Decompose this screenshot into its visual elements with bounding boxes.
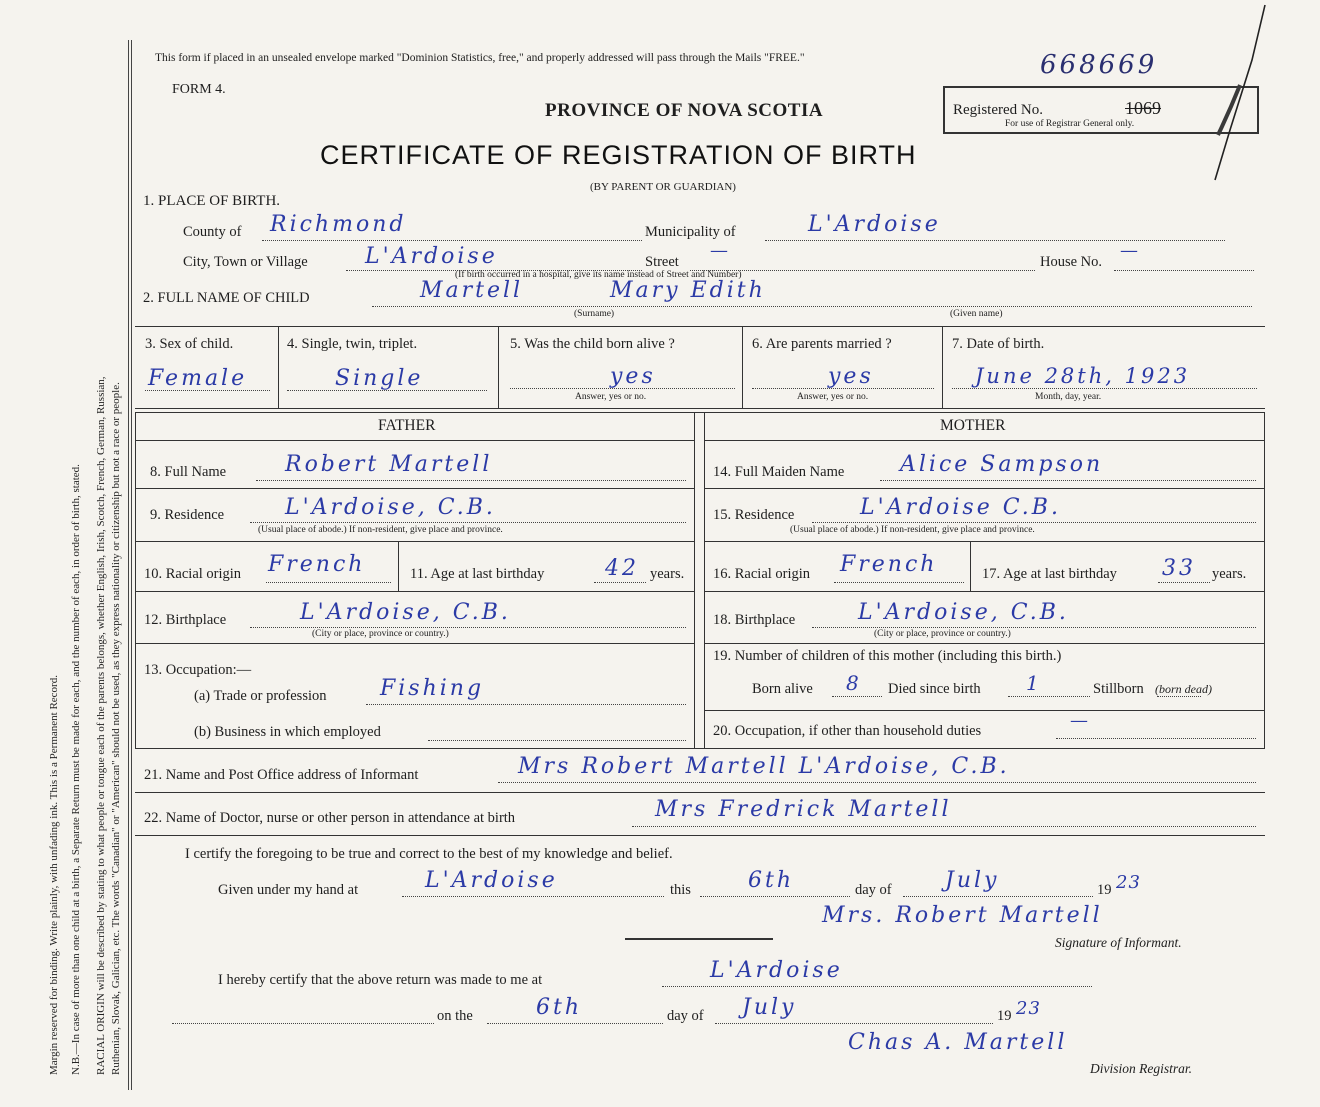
father-birthplace: L'Ardoise, C.B. [300, 600, 511, 625]
county-line [262, 240, 642, 241]
registrar-place-line [662, 986, 1092, 987]
form-number: FORM 4. [172, 82, 226, 97]
street-value: — [710, 240, 731, 261]
given-place-line [402, 896, 664, 897]
mother-birthplace-line [812, 627, 1256, 628]
father-right-border [694, 412, 695, 748]
mother-age-line [1158, 582, 1210, 583]
municipality-line [765, 240, 1225, 241]
registered-label: Registered No. [953, 102, 1043, 118]
father-race-line [266, 582, 391, 583]
plurality-line [287, 390, 487, 391]
certify-day: 6th [748, 868, 795, 893]
margin-binding-note: Margin reserved for binding. Write plainly, with unfading ink. This is a Permanent Record. [48, 675, 60, 1075]
mail-notice: This form if placed in an unsealed envelope marked "Dominion Statistics, free," and properly addressed will pass through the Mails "FREE." [155, 52, 805, 64]
street-label: Street [645, 254, 679, 270]
child-surname: Martell [420, 278, 524, 303]
stillborn-note: (born dead) [1155, 682, 1212, 696]
row-3-divider-3 [742, 326, 743, 408]
informant-value: Mrs Robert Martell L'Ardoise, C.B. [518, 754, 1010, 779]
mother-race-line [834, 582, 964, 583]
father-age-line [594, 582, 646, 583]
municipality-label: Municipality of [645, 224, 736, 240]
county-label: County of [183, 224, 242, 240]
certificate-subtitle: (BY PARENT OR GUARDIAN) [590, 181, 736, 193]
mother-birthplace-note: (City or place, province or country.) [874, 629, 1011, 639]
plurality-value: Single [335, 366, 424, 391]
father-residence-line [250, 522, 686, 523]
certificate-title: CERTIFICATE OF REGISTRATION OF BIRTH [320, 140, 917, 170]
child-given-name: Mary Edith [610, 278, 766, 303]
sex-label: 3. Sex of child. [145, 336, 234, 352]
born-alive-value: 8 [846, 671, 862, 695]
house-label: House No. [1040, 254, 1103, 270]
father-residence-note: (Usual place of abode.) If non-resident, give place and province. [258, 525, 503, 535]
certify-year-prefix: 19 [1097, 882, 1112, 898]
stillborn-line [1157, 696, 1201, 697]
father-row-12-border [135, 643, 694, 644]
married-note: Answer, yes or no. [797, 392, 869, 402]
born-alive-label: Born alive [752, 681, 813, 697]
registrar-day-line [487, 1023, 663, 1024]
child-name-label: 2. FULL NAME OF CHILD [143, 290, 310, 306]
city-value: L'Ardoise [365, 244, 498, 269]
mother-left-border [704, 412, 705, 748]
dob-note: Month, day, year. [1035, 392, 1102, 402]
municipality-value: L'Ardoise [808, 212, 941, 237]
doctor-value: Mrs Fredrick Martell [655, 797, 952, 822]
father-race-label: 10. Racial origin [144, 566, 242, 582]
father-age: 42 [605, 556, 639, 581]
father-birthplace-label: 12. Birthplace [144, 612, 227, 628]
mother-race-age-divider [970, 541, 971, 591]
died-value: 1 [1026, 671, 1042, 695]
alive-label: 5. Was the child born alive ? [510, 336, 675, 352]
mother-race: French [840, 552, 938, 577]
mother-children-label: 19. Number of children of this mother (including this birth.) [713, 648, 1062, 664]
father-row-9-border [135, 541, 694, 542]
informant-signature: Mrs. Robert Martell [822, 903, 1103, 928]
dob-label: 7. Date of birth. [952, 336, 1045, 352]
died-label: Died since birth [888, 681, 981, 697]
informant-label: 21. Name and Post Office address of Informant [144, 767, 419, 783]
mother-heading: MOTHER [940, 417, 1006, 434]
mother-residence-line [812, 522, 1256, 523]
father-trade: Fishing [380, 676, 485, 701]
married-value: yes [828, 364, 874, 389]
surname-note: (Surname) [574, 309, 615, 319]
registrar-day: 6th [536, 995, 583, 1020]
mother-age-label: 17. Age at last birthday [982, 566, 1117, 582]
father-trade-label: (a) Trade or profession [194, 688, 327, 704]
hospital-note: (If birth occurred in a hospital, give its name instead of Street and Number) [455, 270, 742, 280]
stamped-number: 668669 [1040, 50, 1158, 80]
father-row-8-border [135, 488, 694, 489]
father-age-label: 11. Age at last birthday [410, 566, 545, 582]
child-name-line [372, 306, 1252, 307]
father-years: years. [650, 566, 685, 582]
alive-value: yes [610, 364, 656, 389]
province-heading: PROVINCE OF NOVA SCOTIA [545, 100, 824, 121]
doctor-line [632, 826, 1256, 827]
registrar-statement: I hereby certify that the above return was made to me at [218, 972, 543, 988]
mother-residence-note: (Usual place of abode.) If non-resident, give place and province. [790, 525, 1035, 535]
father-business-line [428, 740, 686, 741]
binding-margin-line [128, 40, 129, 1090]
informant-line [498, 782, 1256, 783]
mother-occupation-label: 20. Occupation, if other than household duties [713, 723, 982, 739]
mother-race-label: 16. Racial origin [713, 566, 811, 582]
mother-name: Alice Sampson [900, 452, 1104, 477]
margin-racial-note-1: RACIAL ORIGIN will be described by stating to what people or tongue each of the parents belongs, whether English, Irish, Scotch, French, German, Russian, [95, 376, 107, 1075]
mother-right-border [1264, 412, 1265, 748]
given-place: L'Ardoise [425, 868, 558, 893]
row-3-divider-4 [942, 326, 943, 408]
father-race: French [268, 552, 366, 577]
father-race-age-divider [398, 541, 399, 591]
registrar-place: L'Ardoise [710, 958, 843, 983]
city-label: City, Town or Village [183, 254, 308, 270]
mother-row-18-border [704, 643, 1264, 644]
doctor-border [135, 835, 1265, 836]
father-name: Robert Martell [285, 452, 493, 477]
mother-residence: L'Ardoise C.B. [860, 495, 1061, 520]
short-rule [625, 938, 773, 940]
row-3-divider-2 [498, 326, 499, 408]
given-name-note: (Given name) [950, 309, 1003, 319]
place-heading: 1. PLACE OF BIRTH. [143, 193, 281, 209]
this-label: this [670, 882, 691, 898]
doctor-label: 22. Name of Doctor, nurse or other person in attendance at birth [144, 810, 516, 826]
margin-racial-note-2: Ruthenian, Slovak, Galician, etc. The words "Canadian" or "American" should not be used, as they express nationality or citizenship but not a race or people. [110, 382, 122, 1075]
plurality-label: 4. Single, twin, triplet. [287, 336, 418, 352]
father-left-border [135, 412, 136, 748]
certify-year: 23 [1116, 872, 1141, 893]
dob-value: June 28th, 1923 [975, 364, 1191, 388]
registrar-year-prefix: 19 [997, 1008, 1012, 1024]
father-name-label: 8. Full Name [150, 464, 227, 480]
row-3-bottom-border [135, 408, 1265, 409]
row-3-divider-1 [278, 326, 279, 408]
house-line [1114, 270, 1254, 271]
certify-month-line [903, 896, 1093, 897]
row-3-top-border [135, 326, 1265, 327]
registrar-year: 23 [1016, 998, 1041, 1019]
mother-years: years. [1212, 566, 1247, 582]
father-birthplace-note: (City or place, province or country.) [312, 629, 449, 639]
stillborn-label: Stillborn [1093, 681, 1144, 697]
registrar-signature: Chas A. Martell [848, 1030, 1068, 1055]
registrar-month: July [742, 995, 797, 1020]
registrar-leading-line [172, 1023, 434, 1024]
father-trade-line [366, 704, 686, 705]
alive-note: Answer, yes or no. [575, 392, 647, 402]
certify-day-line [700, 896, 850, 897]
mother-heading-border [704, 440, 1264, 441]
registered-number: 1069 [1125, 98, 1161, 118]
informant-signature-caption: Signature of Informant. [1055, 935, 1182, 950]
registrar-on-label: on the [437, 1008, 473, 1024]
certify-month: July [945, 868, 1000, 893]
house-value: — [1120, 240, 1141, 261]
mother-row-19-border [704, 710, 1264, 711]
father-occupation-label: 13. Occupation:— [144, 662, 252, 678]
margin-nb-note: N.B.—In case of more than one child at a birth, a Separate Return must be made for each, and the number of each, in order of birth, stated. [70, 464, 82, 1075]
father-name-line [256, 480, 686, 481]
informant-border [135, 792, 1265, 793]
mother-name-line [880, 480, 1256, 481]
father-heading-border [135, 440, 694, 441]
sex-line [145, 390, 270, 391]
father-residence: L'Ardoise, C.B. [285, 495, 496, 520]
certify-statement: I certify the foregoing to be true and correct to the best of my knowledge and belief. [185, 846, 673, 862]
father-heading: FATHER [378, 417, 436, 434]
given-under-label: Given under my hand at [218, 882, 359, 898]
mother-birthplace: L'Ardoise, C.B. [858, 600, 1069, 625]
ink-stroke-mark [1190, 0, 1315, 200]
father-row-10-border [135, 591, 694, 592]
parents-top-border [135, 412, 1265, 413]
mother-occupation-line [1056, 738, 1256, 739]
registrar-month-line [715, 1023, 993, 1024]
registrar-note: For use of Registrar General only. [1005, 119, 1135, 129]
alive-line [510, 388, 735, 389]
registrar-dayof-label: day of [667, 1008, 704, 1024]
mother-occupation: — [1070, 710, 1091, 731]
father-residence-label: 9. Residence [150, 507, 225, 523]
died-line [1008, 696, 1090, 697]
mother-name-label: 14. Full Maiden Name [713, 464, 845, 480]
certify-dayof-label: day of [855, 882, 892, 898]
binding-margin-line-2 [131, 40, 132, 1090]
county-value: Richmond [270, 212, 407, 237]
born-alive-line [832, 696, 882, 697]
mother-row-14-border [704, 488, 1264, 489]
married-label: 6. Are parents married ? [752, 336, 892, 352]
father-birthplace-line [250, 627, 686, 628]
parents-bottom-border [135, 748, 1265, 749]
mother-row-16-border [704, 591, 1264, 592]
registrar-caption: Division Registrar. [1090, 1061, 1193, 1076]
mother-birthplace-label: 18. Birthplace [713, 612, 796, 628]
mother-row-15-border [704, 541, 1264, 542]
married-line [752, 388, 934, 389]
mother-residence-label: 15. Residence [713, 507, 795, 523]
father-business-label: (b) Business in which employed [194, 724, 381, 740]
mother-age: 33 [1162, 556, 1196, 581]
sex-value: Female [148, 366, 248, 391]
dob-line [952, 388, 1257, 389]
